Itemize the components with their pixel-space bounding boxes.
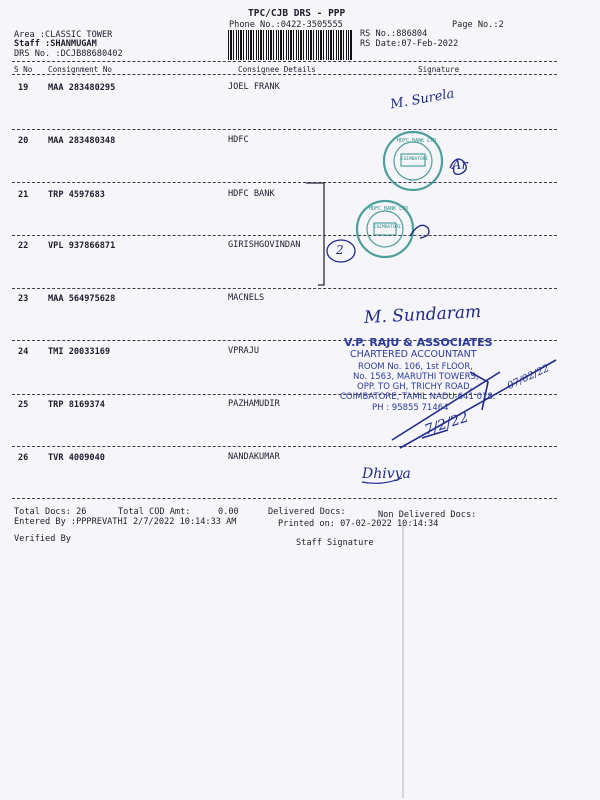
row-consignee: GIRISHGOVINDAN: [228, 240, 301, 250]
printed-on: Printed on: 07-02-2022 10:14:34: [278, 519, 439, 529]
stamp-address-line: COIMBATORE, TAMIL NADU-641 018.: [340, 392, 496, 402]
staff-signature-label: Staff Signature: [296, 538, 374, 548]
row-consignment: MAA 564975628: [48, 294, 116, 304]
stamp-firm-name: V.P. RAJU & ASSOCIATES: [344, 336, 493, 349]
stamp-address-line: OPP. TO GH, TRICHY ROAD,: [357, 382, 473, 392]
row-consignee: VPRAJU: [228, 346, 260, 356]
entered-by: Entered By :PPPREVATHI 2/7/2022 10:14:33 AM: [14, 517, 237, 527]
handwritten-signature: M. Surela: [389, 86, 456, 113]
col-consignment: Consignment No: [48, 65, 113, 74]
handwritten-date: 07/02/22: [505, 363, 552, 392]
bracket-mark: [306, 183, 324, 285]
non-delivered-docs: Non Delivered Docs:: [378, 510, 477, 520]
row-consignment: VPL 937866871: [48, 241, 116, 251]
row-consignee: MACNELS: [228, 293, 265, 303]
row-consignee: JOEL FRANK: [228, 82, 280, 92]
seal-text-inner: COIMBATORE: [374, 225, 402, 230]
phone-number: Phone No.:0422-3505555: [229, 20, 343, 30]
row-sno: 26: [18, 453, 29, 463]
seal-text: HDFC BANK LTD: [369, 206, 409, 212]
row-consignment: TMI 20033169: [48, 347, 111, 357]
delivered-docs: Delivered Docs:: [268, 507, 346, 517]
row-consignee: NANDAKUMAR: [228, 452, 280, 462]
row-sno: 24: [18, 347, 29, 357]
handwritten-date: 7/2/22: [422, 409, 471, 439]
staff-label: Staff :SHANMUGAM: [14, 39, 97, 49]
handwritten-signature: Dhivya: [362, 466, 411, 482]
verified-by: Verified By: [14, 534, 71, 544]
stamp-address-line: No. 1563, MARUTHI TOWERS,: [353, 372, 479, 382]
row-consignment: TVR 4009040: [48, 453, 105, 463]
col-signature: Signature: [418, 65, 460, 74]
row-consignment: TRP 8169374: [48, 400, 105, 410]
row-consignment: MAA 283480348: [48, 136, 116, 146]
row-sno: 21: [18, 190, 29, 200]
row-sno: 22: [18, 241, 29, 251]
handwritten-signature: M. Sundaram: [363, 301, 482, 329]
row-sno: 20: [18, 136, 29, 146]
stamp-title: CHARTERED ACCOUNTANT: [350, 349, 477, 360]
seal-text-inner: COIMBATORE: [401, 157, 429, 162]
row-consignee: PAZHAMUDIR: [228, 399, 280, 409]
row-sno: 19: [18, 83, 29, 93]
row-consignment: MAA 283480295: [48, 83, 116, 93]
row-consignee: HDFC BANK: [228, 189, 275, 199]
total-docs: Total Docs: 26: [14, 507, 87, 517]
total-cod-label: Total COD Amt:: [118, 507, 191, 517]
row-sno: 23: [18, 294, 29, 304]
page-number: Page No.:2: [452, 20, 504, 30]
row-sno: 25: [18, 400, 29, 410]
handwritten-initials: Ar: [452, 158, 468, 173]
total-cod-value: 0.00: [218, 507, 239, 517]
handwritten-mark: 2: [336, 243, 344, 257]
rs-number: RS No.:886804: [360, 29, 428, 39]
rs-date: RS Date:07-Feb-2022: [360, 39, 459, 49]
stamp-phone: PH : 95855 71464: [372, 403, 449, 413]
seal-text: HDFC BANK LTD: [397, 138, 437, 144]
document-title: TPC/CJB DRS - PPP: [248, 8, 346, 19]
drs-number: DRS No. :DCJB88680402: [14, 49, 123, 59]
row-consignee: HDFC: [228, 135, 249, 145]
row-consignment: TRP 4597683: [48, 190, 105, 200]
col-sno: S No: [14, 65, 33, 74]
area-label: Area :CLASSIC TOWER: [14, 30, 113, 40]
col-consignee: Consignee Details: [238, 65, 316, 74]
stamp-address-line: ROOM No. 106, 1st FLOOR,: [358, 362, 473, 372]
